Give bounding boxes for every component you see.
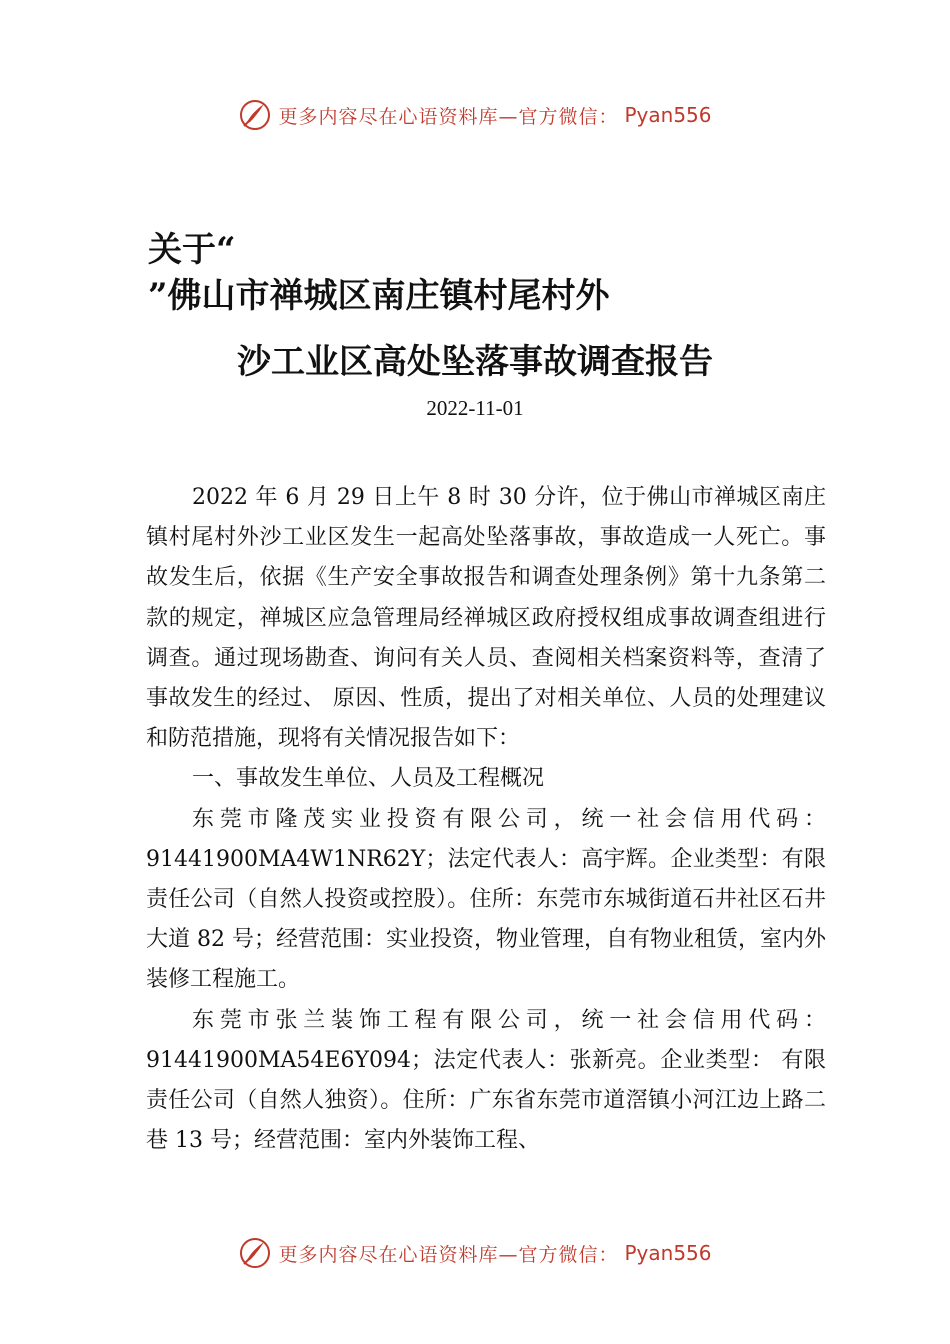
paragraph-company-2: 东莞市张兰装饰工程有限公司，统一社会信用代码：91441900MA54E6Y094；法定代表人：张新亮。企业类型： 有限责任公司（自然人独资）。住所：广东省东莞市道滘镇小河江边上路二巷 13 号；经营范围：室内外装饰工程、 [146, 1007, 826, 1154]
title-line-2: 沙工业区高处坠落事故调查报告 [237, 342, 713, 382]
report-date: 2022-11-01 [426, 396, 524, 420]
quill-logo-icon [238, 1236, 272, 1270]
watermark-text: 更多内容尽在心语资料库—官方微信： [278, 105, 619, 128]
paragraph-intro: 2022 年 6 月 29 日上午 8 时 30 分许，位于佛山市禅城区南庄镇村尾村外沙工业区发生一起高处坠落事故，事故造成一人死亡。事故发生后，依据《生产安全事故报告和调查处理条例》第十九条第二款的规定，禅城区应急管理局经禅城区政府授权组成事故调查组进行调查。通过现场勘查、询问有关人员、查阅相关档案资料等，查清了事故发生的经过、 原因、性质，提出了对相关单位、人员的处理建议和防范措施，现将有关情况报告如下： [146, 485, 826, 752]
watermark-text: 更多内容尽在心语资料库—官方微信： [278, 1243, 619, 1266]
watermark-id: Pyan556 [624, 103, 712, 127]
report-body [146, 478, 826, 1161]
quill-logo-icon [238, 98, 272, 132]
section-heading-1: 一、事故发生单位、人员及工程概况 [192, 766, 545, 792]
paragraph-company-1: 东莞市隆茂实业投资有限公司，统一社会信用代码：91441900MA4W1NR62Y；法定代表人：高宇辉。企业类型：有限责任公司（自然人投资或控股）。住所：东莞市东城街道石井社区石井大道 82 号；经营范围：实业投资，物业管理，自有物业租赁，室内外装修工程施工。 [146, 806, 826, 993]
title-line-1: ”佛山市禅城区南庄镇村尾村外 [148, 276, 610, 316]
watermark-footer [0, 1236, 950, 1270]
watermark-id: Pyan556 [624, 1241, 712, 1265]
title-prefix: 关于“ [148, 230, 236, 270]
watermark-header [0, 98, 950, 132]
